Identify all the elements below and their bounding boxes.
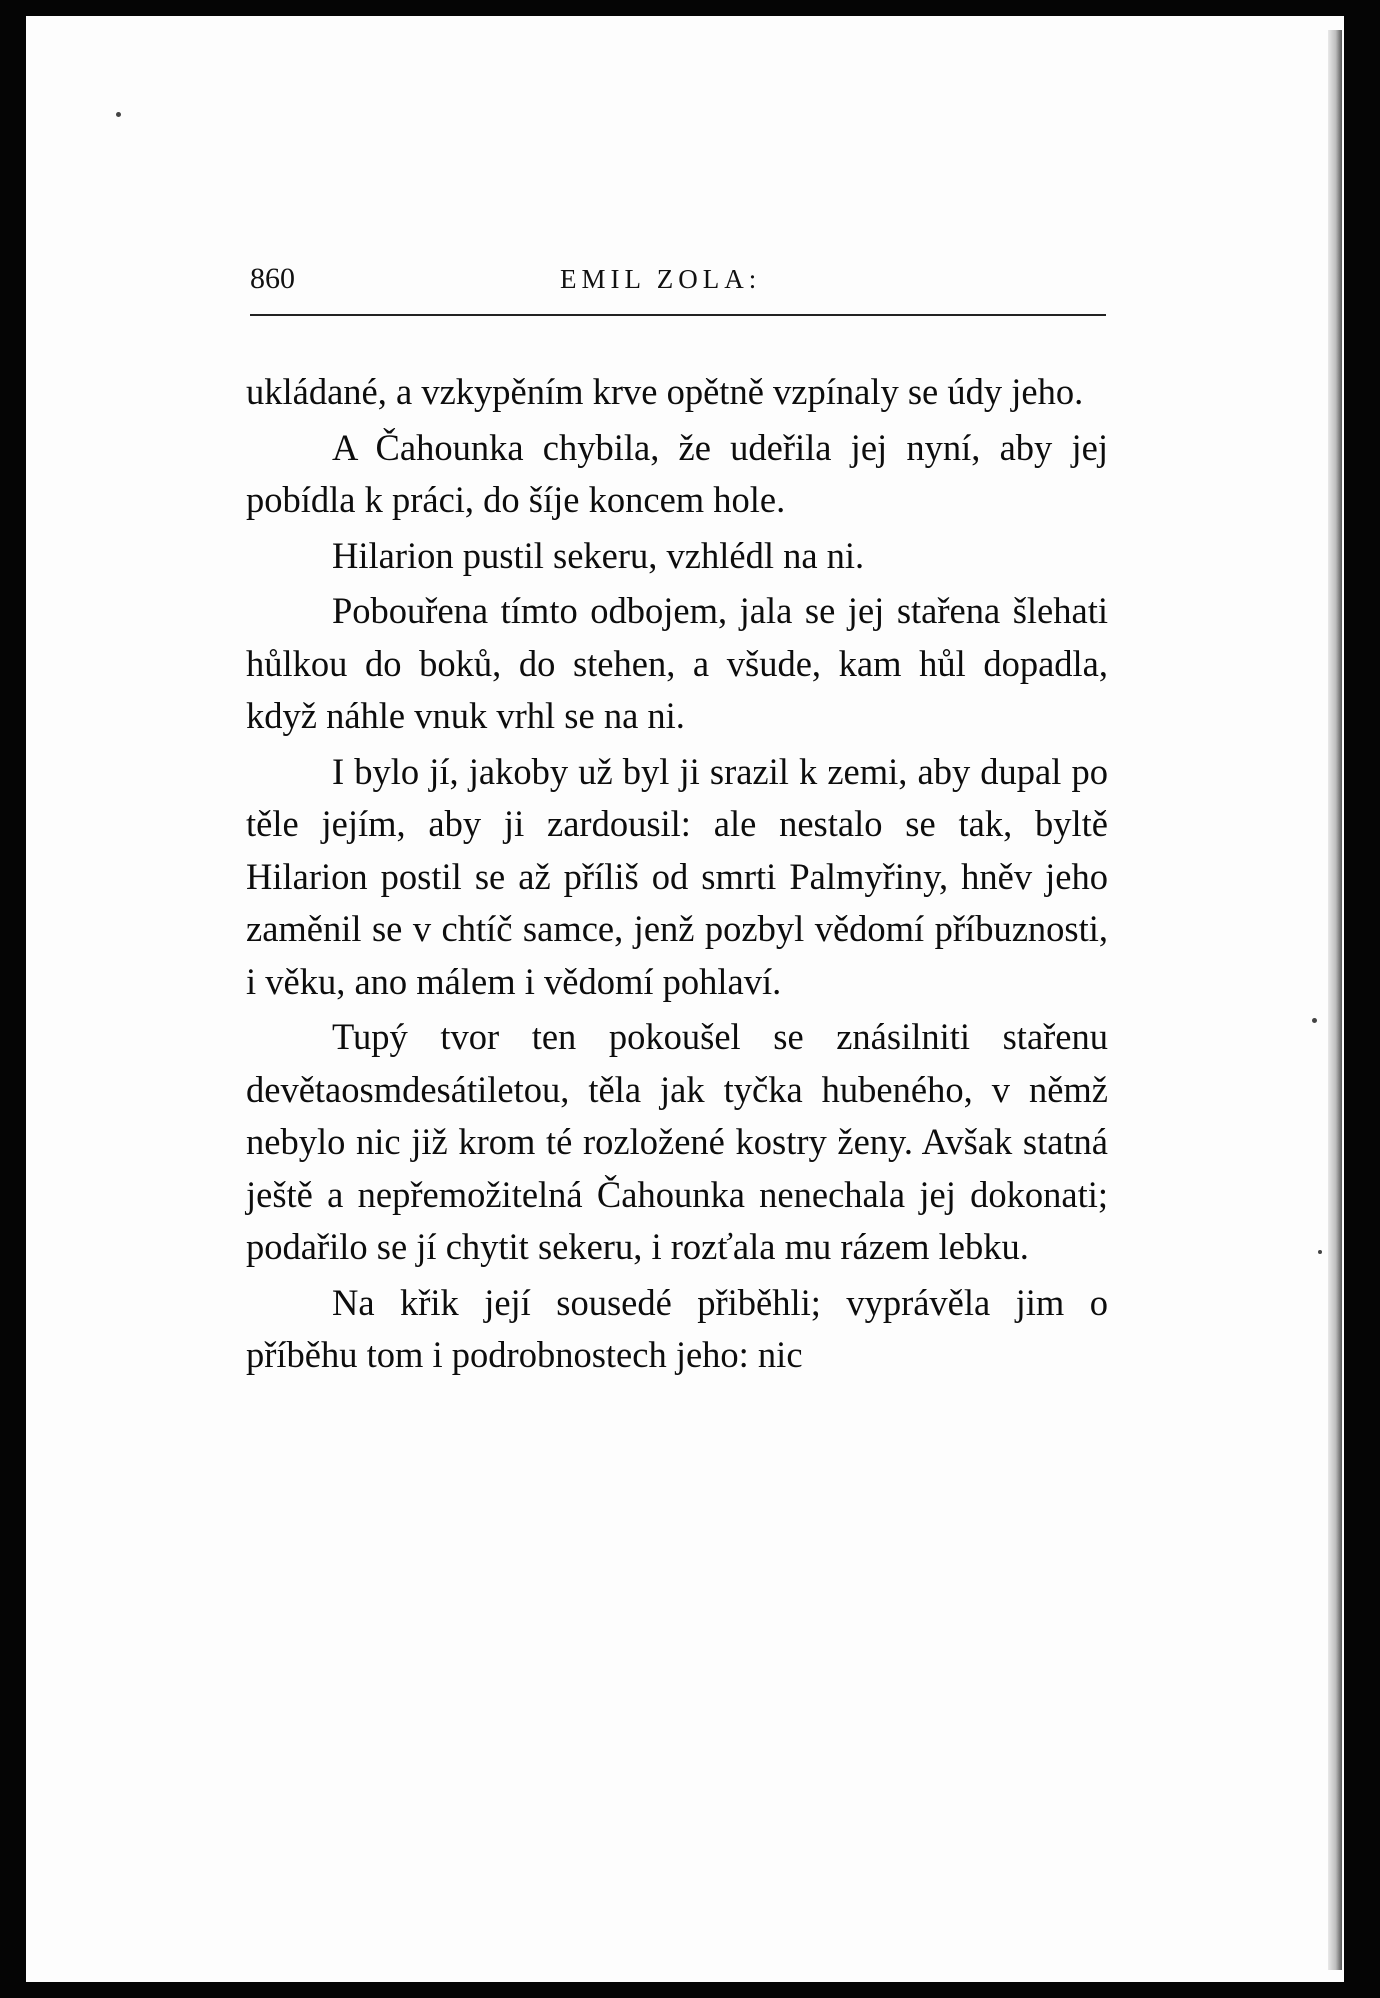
paragraph: I bylo jí, jakoby už byl ji srazil k zemi, aby dupal po těle jejím, aby ji zardousil: ale nestalo se tak, byltě Hilarion postil se až příliš od smrti Palmyřiny, hněv jeho zaměnil se v chtíč samce, jenž pozbyl vědomí příbuznosti, i věku, ano málem i vědomí pohlaví. — [246, 750, 1108, 1002]
paragraph: ukládané, a vzkypěním krve opětně vzpínaly se údy jeho. — [246, 371, 1084, 412]
page-header — [250, 262, 1106, 302]
header-rule — [250, 314, 1106, 316]
paragraph: Na křik její sousedé přiběhli; vyprávěla jim o příběhu tom i podrobnostech jeho: nic — [246, 1281, 1108, 1375]
page-number: 860 — [250, 262, 295, 295]
body-text — [246, 366, 1108, 1385]
running-head: EMIL ZOLA: — [560, 264, 762, 294]
paragraph: Pobouřena tímto odbojem, jala se jej stařena šlehati hůlkou do boků, do stehen, a všude, kam hůl dopadla, když náhle vnuk vrhl se na ni. — [246, 590, 1108, 736]
paragraph: Tupý tvor ten pokoušel se znásilniti stařenu devětaosmdesátiletou, těla jak tyčka hubeného, v němž nebylo nic již krom té rozložené kostry ženy. Avšak statná ještě a nepřemožitelná Čahounka nenechala jej dokonati; podařilo se jí chytit sekeru, i rozťala mu rázem lebku. — [246, 1016, 1108, 1267]
page-edge-shadow — [1328, 30, 1342, 1970]
paper-speck — [1318, 1250, 1322, 1254]
paragraph: Hilarion pustil sekeru, vzhlédl na ni. — [332, 534, 865, 576]
paper-speck — [116, 112, 121, 117]
paragraph: A Čahounka chybila, že udeřila jej nyní, aby jej pobídla k práci, do šíje koncem hole. — [246, 426, 1108, 520]
paper-speck — [1312, 1018, 1317, 1023]
